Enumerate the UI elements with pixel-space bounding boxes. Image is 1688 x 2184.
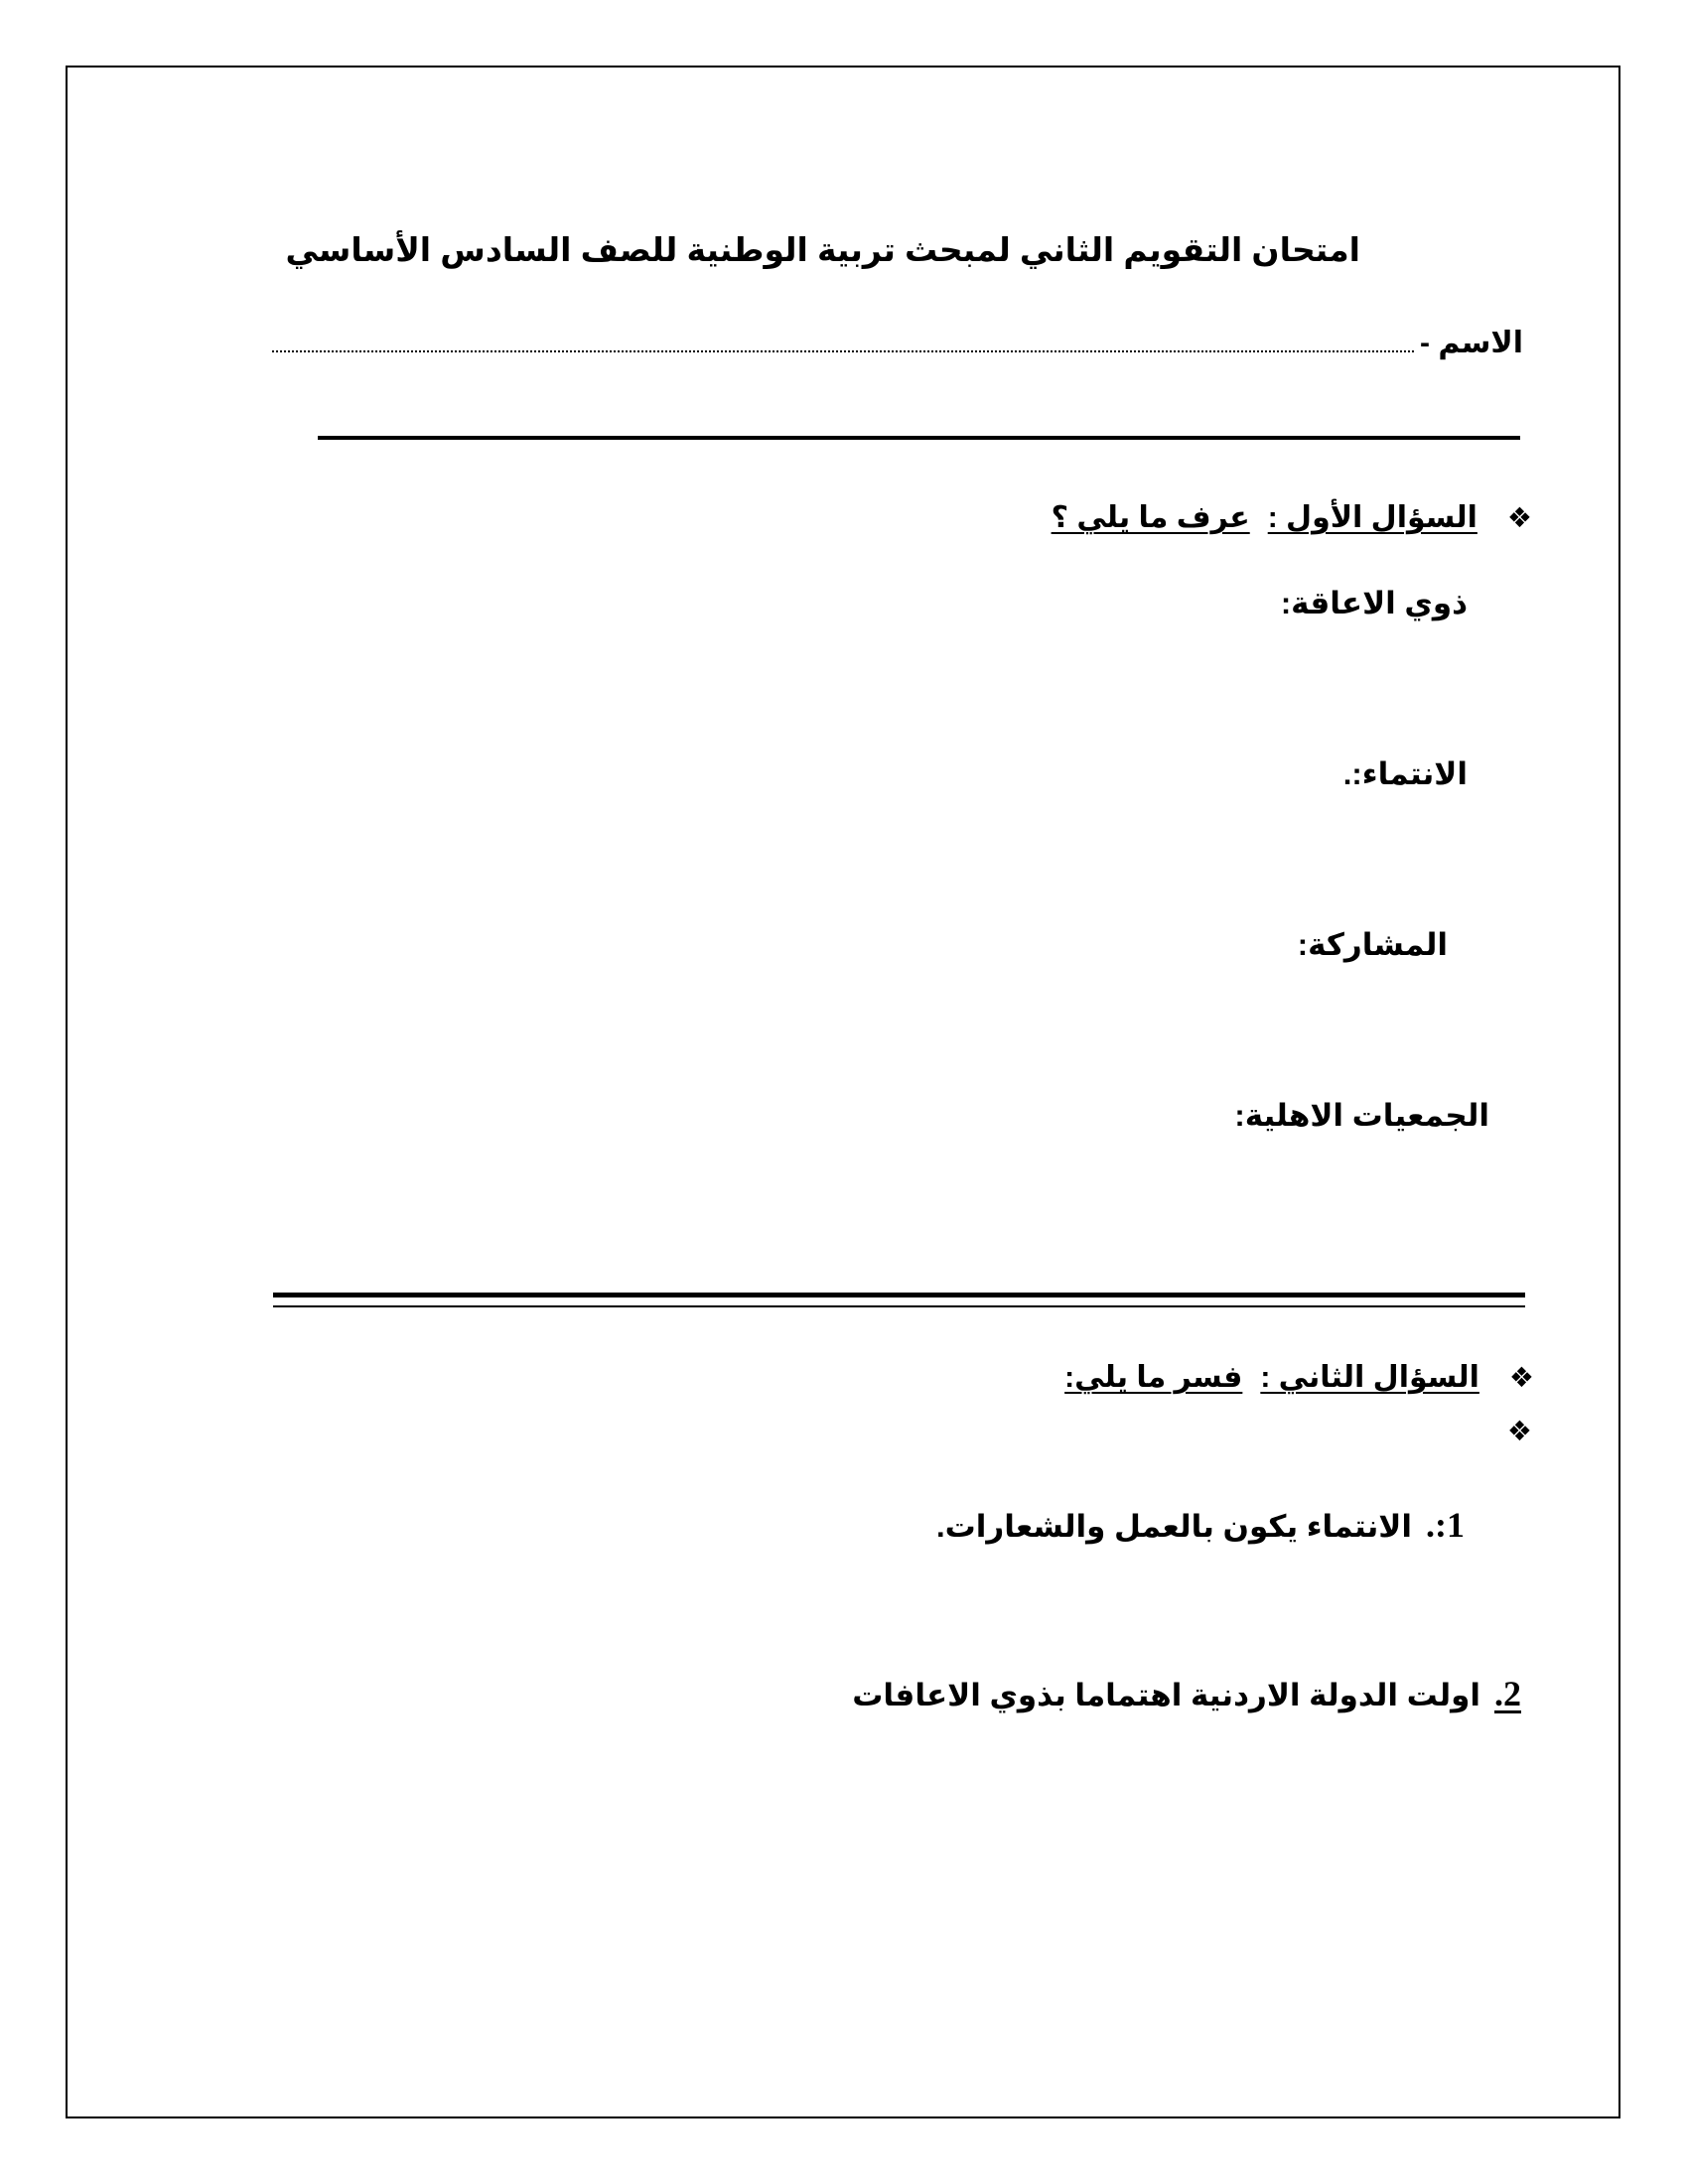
question-2-label: السؤال الثاني : [1260,1361,1479,1394]
question-1-label: السؤال الأول : [1267,501,1477,534]
item-number: 1:. [1426,1505,1465,1545]
name-input-line[interactable] [272,350,1414,352]
question-1-instruction: عرف ما يلي ؟ [1051,501,1250,534]
question-2-item [852,1673,1521,1714]
question-2-item [936,1504,1465,1546]
item-text: اولت الدولة الاردنية اهتماما بذوي الاعافات [852,1678,1480,1712]
item-text: الانتماء يكون بالعمل والشعارات. [935,1509,1412,1544]
name-label: الاسم - [1420,327,1523,359]
diamond-bullet-icon: ❖ [1508,1362,1534,1393]
term-belonging: الانتماء:. [1342,756,1468,791]
term-civil-associations: الجمعيات الاهلية: [1234,1098,1489,1133]
term-participation: المشاركة: [1297,927,1448,962]
question-1-heading [1052,500,1532,535]
exam-title: امتحان التقويم الثاني لمبحث تربية الوطنية للصف السادس الأساسي [285,231,1360,268]
item-number: 2. [1494,1674,1521,1713]
section-divider [318,436,1520,440]
page-border [66,66,1620,2118]
question-2-instruction: فسر ما يلي: [1064,1361,1243,1394]
term-disability: ذوي الاعاقة: [1280,586,1468,620]
diamond-bullet-icon: ❖ [1506,502,1532,533]
question-2-heading [1064,1360,1534,1395]
double-section-divider [273,1293,1525,1307]
name-row [272,326,1523,360]
diamond-bullet-icon: ❖ [1506,1416,1532,1446]
